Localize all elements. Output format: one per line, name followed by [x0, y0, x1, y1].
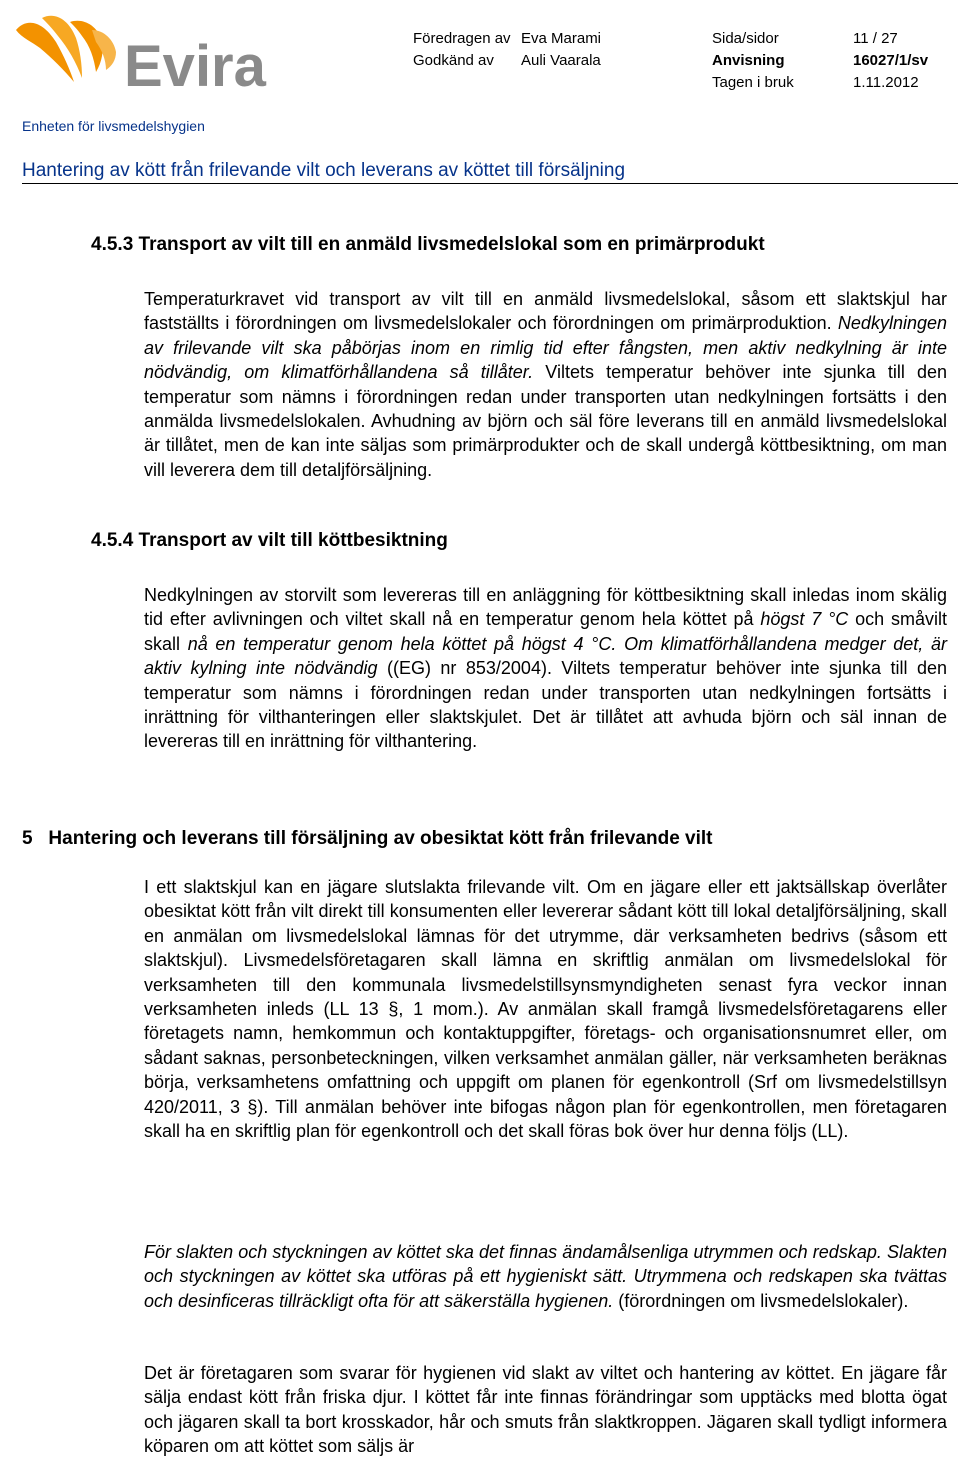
header-divider — [22, 183, 958, 184]
department-unit: Enheten för livsmedelshygien — [22, 118, 205, 134]
paragraph-4-5-3 — [144, 287, 947, 482]
heading-4-5-3: 4.5.3 Transport av vilt till en anmäld livsmedelslokal som en primärprodukt — [91, 234, 765, 255]
text-run: (förordningen om livsmedelslokaler). — [613, 1290, 909, 1311]
page-number: 11 / 27 — [853, 30, 898, 47]
text-run: Temperaturkravet vid transport av vilt till en anmäld livsmedelslokal, såsom ett slaktskjul har fastställts i förordningen om livsmedelslokaler och förordningen om primärproduktion. — [144, 289, 947, 334]
logo-text: Evira — [124, 34, 266, 92]
italic-run: För slakten och styckningen av köttet ska det finnas ändamålsenliga utrymmen och redskap. Slakten och styckningen av köttet ska utföras på ett hygieniskt sätt. Utrymmena och redskapen ska tvättas och desinficeras tillräckligt ofta för att säkerställa hygienen. — [144, 1242, 947, 1311]
effective-label: Tagen i bruk — [712, 74, 794, 91]
approved-by: Auli Vaarala — [521, 52, 601, 69]
text-run: Nedkylningen av storvilt som levereras till en anläggning för köttbesiktning skall inledas inom skälig tid efter avlivningen och viltet skall nå en temperatur genom hela köttet på — [144, 585, 947, 630]
italic-run: nå en temperatur genom hela köttet på högst 4 °C. Om klimatförhållandena medger det, är aktiv kylning inte nödvändig — [144, 633, 947, 679]
page-label: Sida/sidor — [712, 30, 779, 47]
paragraph-4-5-4 — [144, 583, 947, 754]
approved-by-label: Godkänd av — [413, 52, 494, 69]
evira-logo — [12, 12, 272, 92]
italic-run: Nedkylningen av frilevande vilt ska påbörjas inom en rimlig tid efter fångsten, men aktiv nedkylning är inte nödvändig, om klimatförhållandena så tillåter. — [144, 313, 947, 383]
heading-5: 5 Hantering och leverans till försäljning av obesiktat kött från frilevande vilt — [22, 828, 713, 849]
doc-type: Anvisning — [712, 52, 785, 69]
text-run: Viltets temperatur behöver inte sjunka till den temperatur som nämns i förordningen redan under transporten utan nedkylningen fortsätts i den anmälda livsmedelslokalen. Avhudning av björn och säl före leverans till en anmäld livsmedelslokal är tillåtet, men de kan inte säljas som primärprodukter och de skall undergå köttbesiktning, om man vill leverera dem till detaljförsäljning. — [144, 362, 947, 480]
presented-by-label: Föredragen av — [413, 30, 511, 47]
doc-number: 16027/1/sv — [853, 52, 929, 69]
text-run: ((EG) nr 853/2004). Viltets temperatur behöver inte sjunka till den temperatur som nämns i förordningen redan under transporten utan nedkylningen fortsätts i inrättning för vilthanteringen eller slaktskjulet. Det är tillåtet att avhuda björn och säl innan de levereras till en inrättning för vilthantering. — [144, 658, 948, 752]
text-run: och småvilt skall — [144, 609, 947, 654]
italic-run: högst 7 °C — [760, 609, 849, 630]
heading-4-5-4: 4.5.4 Transport av vilt till köttbesiktning — [91, 530, 448, 551]
paragraph-5-2 — [144, 1240, 947, 1313]
document-title: Hantering av kött från frilevande vilt och leverans av köttet till försäljning — [22, 160, 626, 181]
paragraph-5-1: I ett slaktskjul kan en jägare slutslakta frilevande vilt. Om en jägare eller ett jaktsällskap överlåter obesiktat kött från vilt direkt till konsumenten eller levererar sådant kött till lokal detaljförsäljning, skall en anmälan om livsmedelslokal lämnas för det utrymme, där verksamheten bedrivs (såsom ett slaktskjul). Livsmedelsföretagaren skall lämna en skriftlig anmälan om livsmedelslokal för verksamheten till den kommunala livsmedelstillsynsmyndigheten senast fyra veckor innan verksamheten inleds (LL 13 §, 1 mom.). Av anmälan skall framgå livsmedelsföretagarens eller företagets namn, hemkommun och kontaktuppgifter, företags- och organisationsnumret eller, om sådant saknas, personbeteckningen, vilken verksamhet anmälan gäller, när verksamheten beräknas börja, verksamhetens omfattning och uppgift om planen för egenkontroll (Srf om livsmedelstillsyn 420/2011, 3 §). Till anmälan behöver inte bifogas någon plan för egenkontrollen, men företagaren skall ha en skriftlig plan för egenkontroll och det skall föras bok över hur denna följs (LL). — [144, 877, 947, 1142]
presented-by: Eva Marami — [521, 30, 602, 47]
effective-date: 1.11.2012 — [853, 74, 919, 91]
evira-logo-mark — [12, 12, 272, 92]
paragraph-5-3: Det är företagaren som svarar för hygienen vid slakt av viltet och hantering av köttet. En jägare får sälja endast kött från friska djur. I köttet får inte finnas förändringar som upptäcks med blotta ögat och jägaren skall ta bort krosskador, hår och smuts från slaktkroppen. Jägaren skall tydligt informera köparen om att köttet som säljs är — [144, 1363, 947, 1457]
